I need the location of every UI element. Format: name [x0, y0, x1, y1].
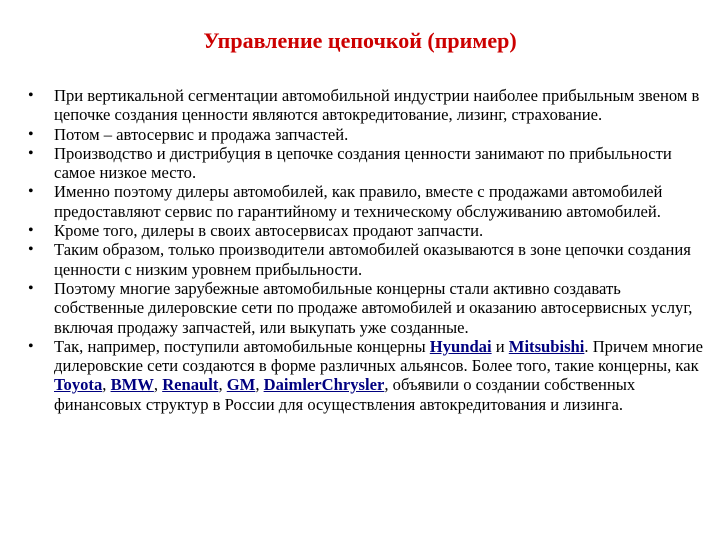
link-renault[interactable]: Renault [162, 375, 219, 395]
slide-title: Управление цепочкой (пример) [203, 28, 517, 53]
bullet-item-1 [28, 86, 708, 125]
bullet-text-part: , объявили о создании собственных финансовых структур в России для осуществления автокредитования и лизинга. [54, 375, 636, 414]
bullet-icon: • [28, 337, 34, 355]
bullet-text: Производство и дистрибуция в цепочке создания ценности занимают по прибыльности самое низкое место. [54, 143, 672, 183]
bullet-text: Поэтому многие зарубежные автомобильные концерны стали активно создавать собственные дилеровские сети по продаже автомобилей и оказанию автосервисных услуг, включая продажу запчастей, или выкупать уже созданные. [54, 278, 693, 337]
bullet-icon: • [28, 87, 34, 104]
link-daimlerchrysler[interactable]: DaimlerChrysler [263, 375, 385, 395]
bullet-item-7 [28, 279, 708, 337]
bullet-icon: • [28, 241, 34, 259]
bullet-text: Таким образом, только производители автомобилей оказываются в зоне цепочки создания ценности с низким уровнем прибыльности. [54, 240, 691, 279]
bullet-text: Потом – автосервис и продажа запчастей. [54, 124, 349, 144]
bullet-item-6 [28, 240, 708, 279]
link-gm[interactable]: GM [226, 375, 256, 395]
bullet-list [28, 86, 708, 414]
separator: , [255, 375, 264, 395]
bullet-icon: • [28, 125, 34, 143]
bullet-icon: • [28, 222, 34, 240]
bullet-text: Кроме того, дилеры в своих автосервисах продают запчасти. [54, 221, 484, 241]
bullet-text: Именно поэтому дилеры автомобилей, как правило, вместе с продажами автомобилей предоставляют сервис по гарантийному и техническому обслуживанию автомобилей. [54, 182, 663, 221]
bullet-item-5 [28, 221, 708, 240]
bullet-icon: • [28, 279, 34, 297]
separator: , [102, 375, 111, 395]
bullet-text: При вертикальной сегментации автомобильной индустрии наиболее прибыльным звеном в цепочке создания ценности являются автокредитование, лизинг, страхование. [54, 86, 700, 125]
bullet-item-2 [28, 125, 708, 144]
separator: , [153, 375, 163, 395]
bullet-text-part: и [491, 336, 509, 356]
bullet-item-4 [28, 182, 708, 221]
bullet-item-8 [28, 337, 708, 414]
link-bmw[interactable]: BMW [110, 375, 154, 395]
link-mitsubishi[interactable]: Mitsubishi [508, 336, 585, 356]
bullet-text-part: Так, например, поступили автомобильные концерны [54, 336, 430, 356]
link-hyundai[interactable]: Hyundai [429, 336, 492, 356]
bullet-icon: • [28, 183, 34, 201]
bullet-item-3 [28, 144, 708, 183]
link-toyota[interactable]: Toyota [54, 375, 103, 395]
bullet-icon: • [28, 144, 34, 162]
separator: , [218, 375, 227, 395]
bullet-text-part: . Причем многие дилеровские сети создаются в форме различных альянсов. Более того, такие концерны, как [54, 336, 703, 376]
